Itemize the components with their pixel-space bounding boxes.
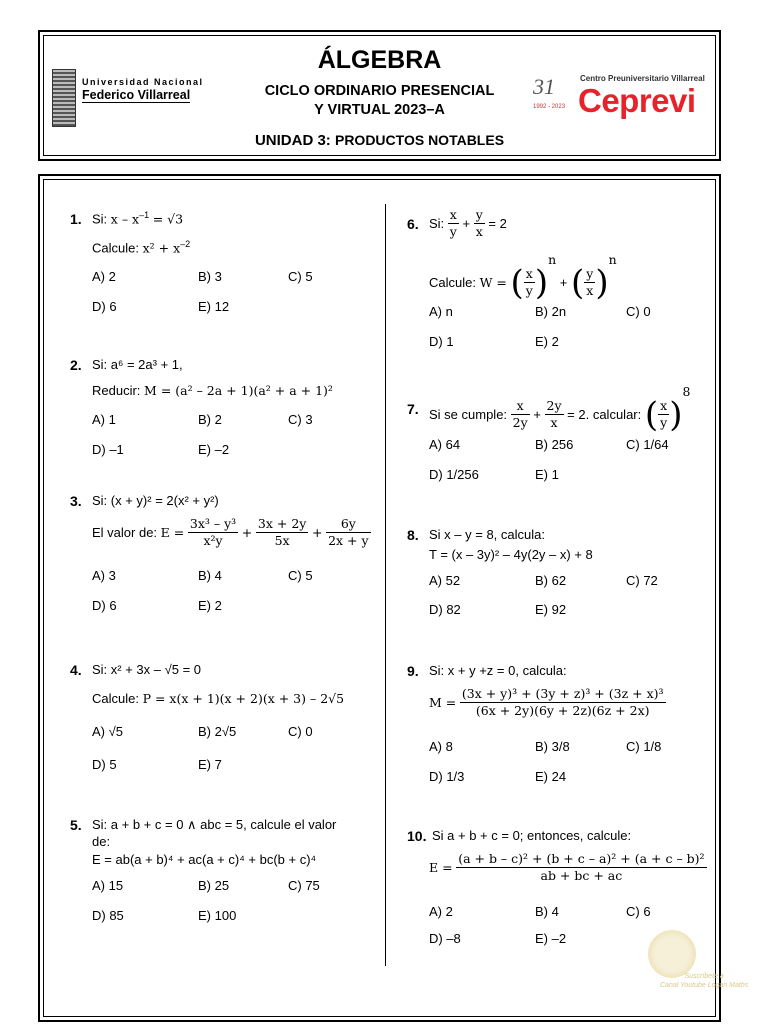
q1-option-d[interactable]: D) 6 [92,299,117,314]
page-title: ÁLGEBRA [317,46,442,74]
q3-option-e[interactable]: E) 2 [198,598,222,613]
q4-expr: P = x(x + 1)(x + 2)(x + 3) – 2√5 [142,691,345,706]
q7-option-c[interactable]: C) 1/64 [626,437,669,452]
q1-si: Si: [92,211,108,227]
subtitle-line2: Y VIRTUAL 2023–A [314,102,445,118]
ceprevi-years: 1992 - 2023 [533,104,566,110]
q9-denominator: (6x + 2y)(6y + 2z)(6z + 2x) [475,703,650,718]
q7-power-numerator: x [660,398,668,414]
q1-option-c[interactable]: C) 5 [288,269,313,284]
q8-option-b[interactable]: B) 62 [535,573,567,588]
q8-number: 8. [407,527,419,543]
q4-option-b[interactable]: B) 2√5 [198,724,237,739]
q6-si: Si: [429,216,445,231]
q3-e-eq: E = [160,525,185,540]
q5-expression: E = ab(a + b)⁴ + ac(a + c)⁴ + bc(b + c)⁴ [92,852,317,867]
q5-number: 5. [70,817,82,833]
q4-option-e[interactable]: E) 7 [198,757,222,772]
q8-option-c[interactable]: C) 72 [626,573,658,588]
q3-expression: El valor de: E = $\frac{\text{3x³ – y³}}{\text{x²y}}$ + $\frac{3x + 2y}{5x}$ + $\frac{6y}{2x + y}$ [92,516,369,548]
q6-calc: Calcule: W = ( $\frac{x}{y}$ )$^n$ + ( $\frac{y}{x}$ )$^n$ [429,252,617,303]
q5-condition: Si: a + b + c = 0 ∧ abc = 5, calcule el valor [92,817,337,832]
q9-fraction [460,686,666,719]
q3-fraction-3 [326,516,371,549]
q6-option-c[interactable]: C) 0 [626,304,651,319]
q2-option-c[interactable]: C) 3 [288,412,313,427]
q6-condition: Si: $\frac{x}{y}$ + $\frac{y}{x}$ = 2 [429,207,507,239]
q6-option-b[interactable]: B) 2n [535,304,567,319]
watermark-logo [648,930,696,978]
q5-condition-cont: de: [92,834,111,849]
q4-option-d[interactable]: D) 5 [92,757,117,772]
q4-calc [92,691,344,706]
unit-topic: PRODUCTOS NOTABLES [334,132,505,148]
watermark-text [660,972,748,990]
q3-option-c[interactable]: C) 5 [288,568,313,583]
q8-option-d[interactable]: D) 82 [429,602,461,617]
q1-expr: x – x [110,211,140,227]
q3-option-d[interactable]: D) 6 [92,598,117,613]
q1-eq: = √3 [152,211,184,227]
ceprevi-center-name: Centro Preuniversitario Villarreal [580,74,705,83]
q5-option-d[interactable]: D) 85 [92,908,124,923]
q2-option-d[interactable]: D) –1 [92,442,124,457]
q1-exp: –1 [139,210,150,220]
q1-option-b[interactable]: B) 3 [198,269,222,284]
q1-option-a[interactable]: A) 2 [92,269,116,284]
q1-calc-label: Calcule: [92,240,139,256]
q3-f3-denominator: 2x + y [328,533,369,548]
q4-number: 4. [70,662,82,678]
q3-f3-numerator: 6y [326,516,371,533]
q9-numerator: (3x + y)³ + (3y + z)³ + (3z + x)³ [461,686,664,701]
q4-label: Calcule: [92,691,139,706]
q3-option-a[interactable]: A) 3 [92,568,116,583]
q1-number: 1. [70,211,82,227]
q4-condition: Si: x² + 3x – √5 = 0 [92,662,202,677]
q8-condition: Si x – y = 8, calcula: [429,527,545,542]
q8-option-a[interactable]: A) 52 [429,573,461,588]
q2-option-a[interactable]: A) 1 [92,412,116,427]
q5-option-b[interactable]: B) 25 [198,878,230,893]
q10-numerator: (a + b – c)² + (b + c – a)² + (a + c – b)² [458,851,705,866]
q10-number: 10. [407,828,427,844]
q7-f2-denominator: x [550,415,558,431]
q1-option-e[interactable]: E) 12 [198,299,230,314]
q9-m: M = [429,695,457,710]
q7-f1-numerator: x [511,398,530,415]
q1-calc-exp: –2 [180,239,191,249]
q7-option-b[interactable]: B) 256 [535,437,574,452]
q6-f2-numerator: y [475,207,483,222]
ceprevi-logo: Ceprevi [578,82,696,119]
q2-option-e[interactable]: E) –2 [198,442,230,457]
university-name-line1: Universidad Nacional [82,77,204,87]
q9-option-b[interactable]: B) 3/8 [535,739,570,754]
q10-expression [429,851,707,884]
q9-condition: Si: x + y +z = 0, calcula: [429,663,567,678]
q7-fraction-1 [511,398,530,431]
q6-number: 6. [407,216,419,232]
q2-reduce-label: Reducir: [92,383,141,398]
q10-option-a[interactable]: A) 2 [429,904,453,919]
q7-f2-numerator: 2y [546,398,562,414]
q4-option-c[interactable]: C) 0 [288,724,313,739]
header-box [38,30,721,161]
q10-option-e[interactable]: E) –2 [535,931,567,946]
q6-f2-denominator: x [475,224,483,239]
q3-number: 3. [70,493,82,509]
q7-fraction-2 [545,398,564,431]
q3-f2-numerator: 3x + 2y [257,516,307,531]
ceprevi-anniversary-number: 31 [533,74,555,99]
q6-eq: = 2 [488,216,507,231]
q7-option-e[interactable]: E) 1 [535,467,559,482]
unit-heading [40,132,719,149]
q6-option-e[interactable]: E) 2 [535,334,559,349]
q10-denominator: ab + bc + ac [540,868,623,883]
watermark-line2: Canal Youtube Logan Maths [660,982,749,989]
q3-label: El valor de: [92,525,158,540]
watermark-line1: Suscríbete a [684,973,724,980]
questions-box [38,174,721,1022]
q3-f1-numerator: 3x³ – y³ [189,516,237,531]
q2-condition: Si: a⁶ = 2a³ + 1, [92,357,183,372]
q3-condition: Si: (x + y)² = 2(x² + y²) [92,493,219,508]
q1-condition [92,210,183,226]
q6-label: Calcule: [429,275,476,291]
q6-option-d[interactable]: D) 1 [429,334,454,349]
q3-fraction-2 [256,516,308,549]
q8-expression: T = (x – 3y)² – 4y(2y – x) + 8 [429,547,593,562]
q6-power-frac-1: $\frac{x}{y}$ [525,266,533,299]
q7-option-d[interactable]: D) 1/256 [429,467,479,482]
q6-fraction-1 [448,207,459,240]
q1-calc [92,239,190,255]
q1-calc-expr: x² + x [142,240,181,256]
q3-fraction-1 [188,516,238,549]
q10-option-d[interactable]: D) –8 [429,931,461,946]
q5-option-e[interactable]: E) 100 [198,908,237,923]
q6-option-a[interactable]: A) n [429,304,453,319]
q7-condition: Si se cumple: $\frac{x}{2y}$ + $\frac{2y}{x}$ = 2. calcular: ( $\frac{x}{y}$ )$^8$ [429,384,691,435]
q6-fraction-2 [474,207,485,240]
q7-power-frac [658,398,669,431]
q8-option-e[interactable]: E) 92 [535,602,567,617]
unit-label: UNIDAD 3: [254,132,331,149]
q10-option-c[interactable]: C) 6 [626,904,651,919]
q7-power-denominator: y [660,415,668,431]
q7-mid: = 2. calcular: [567,407,642,423]
q2-number: 2. [70,357,82,373]
q6-exp-2: n [608,252,617,267]
q7-f1-denominator: 2y [512,415,528,431]
q2-option-b[interactable]: B) 2 [198,412,222,427]
q10-fraction [456,851,706,884]
q10-condition: Si a + b + c = 0; entonces, calcule: [432,828,632,843]
q9-expression [429,686,666,719]
q7-exp: 8 [682,384,691,399]
q9-option-e[interactable]: E) 24 [535,769,567,784]
questions-inner-border [43,179,716,1017]
q10-option-b[interactable]: B) 4 [535,904,559,919]
q9-option-a[interactable]: A) 8 [429,739,453,754]
q2-reduce [92,383,333,398]
q7-number: 7. [407,401,419,417]
q6-w: W = [479,275,507,291]
subtitle-line1: CICLO ORDINARIO PRESENCIAL [264,83,495,99]
q4-option-a[interactable]: A) √5 [92,724,123,739]
q6-f1-numerator: x [449,207,457,222]
q5-option-a[interactable]: A) 15 [92,878,124,893]
q6-power-frac-2: $\frac{y}{x}$ [586,266,594,299]
q7-option-a[interactable]: A) 64 [429,437,461,452]
q3-f1-denominator: x²y [203,533,223,548]
q5-option-c[interactable]: C) 75 [288,878,320,893]
q6-exp-1: n [548,252,557,267]
q9-option-d[interactable]: D) 1/3 [429,769,465,784]
column-divider [385,204,386,966]
q3-option-b[interactable]: B) 4 [198,568,222,583]
q6-f1-denominator: y [449,224,457,239]
q9-number: 9. [407,663,419,679]
q3-f2-denominator: 5x [274,533,290,548]
q10-e-eq: E = [429,860,453,875]
q2-reduce-expr: M = (a² – 2a + 1)(a² + a + 1)² [144,383,333,398]
q7-label: Si se cumple: [429,407,508,423]
university-name-line2: Federico Villarreal [82,88,191,102]
q9-option-c[interactable]: C) 1/8 [626,739,662,754]
